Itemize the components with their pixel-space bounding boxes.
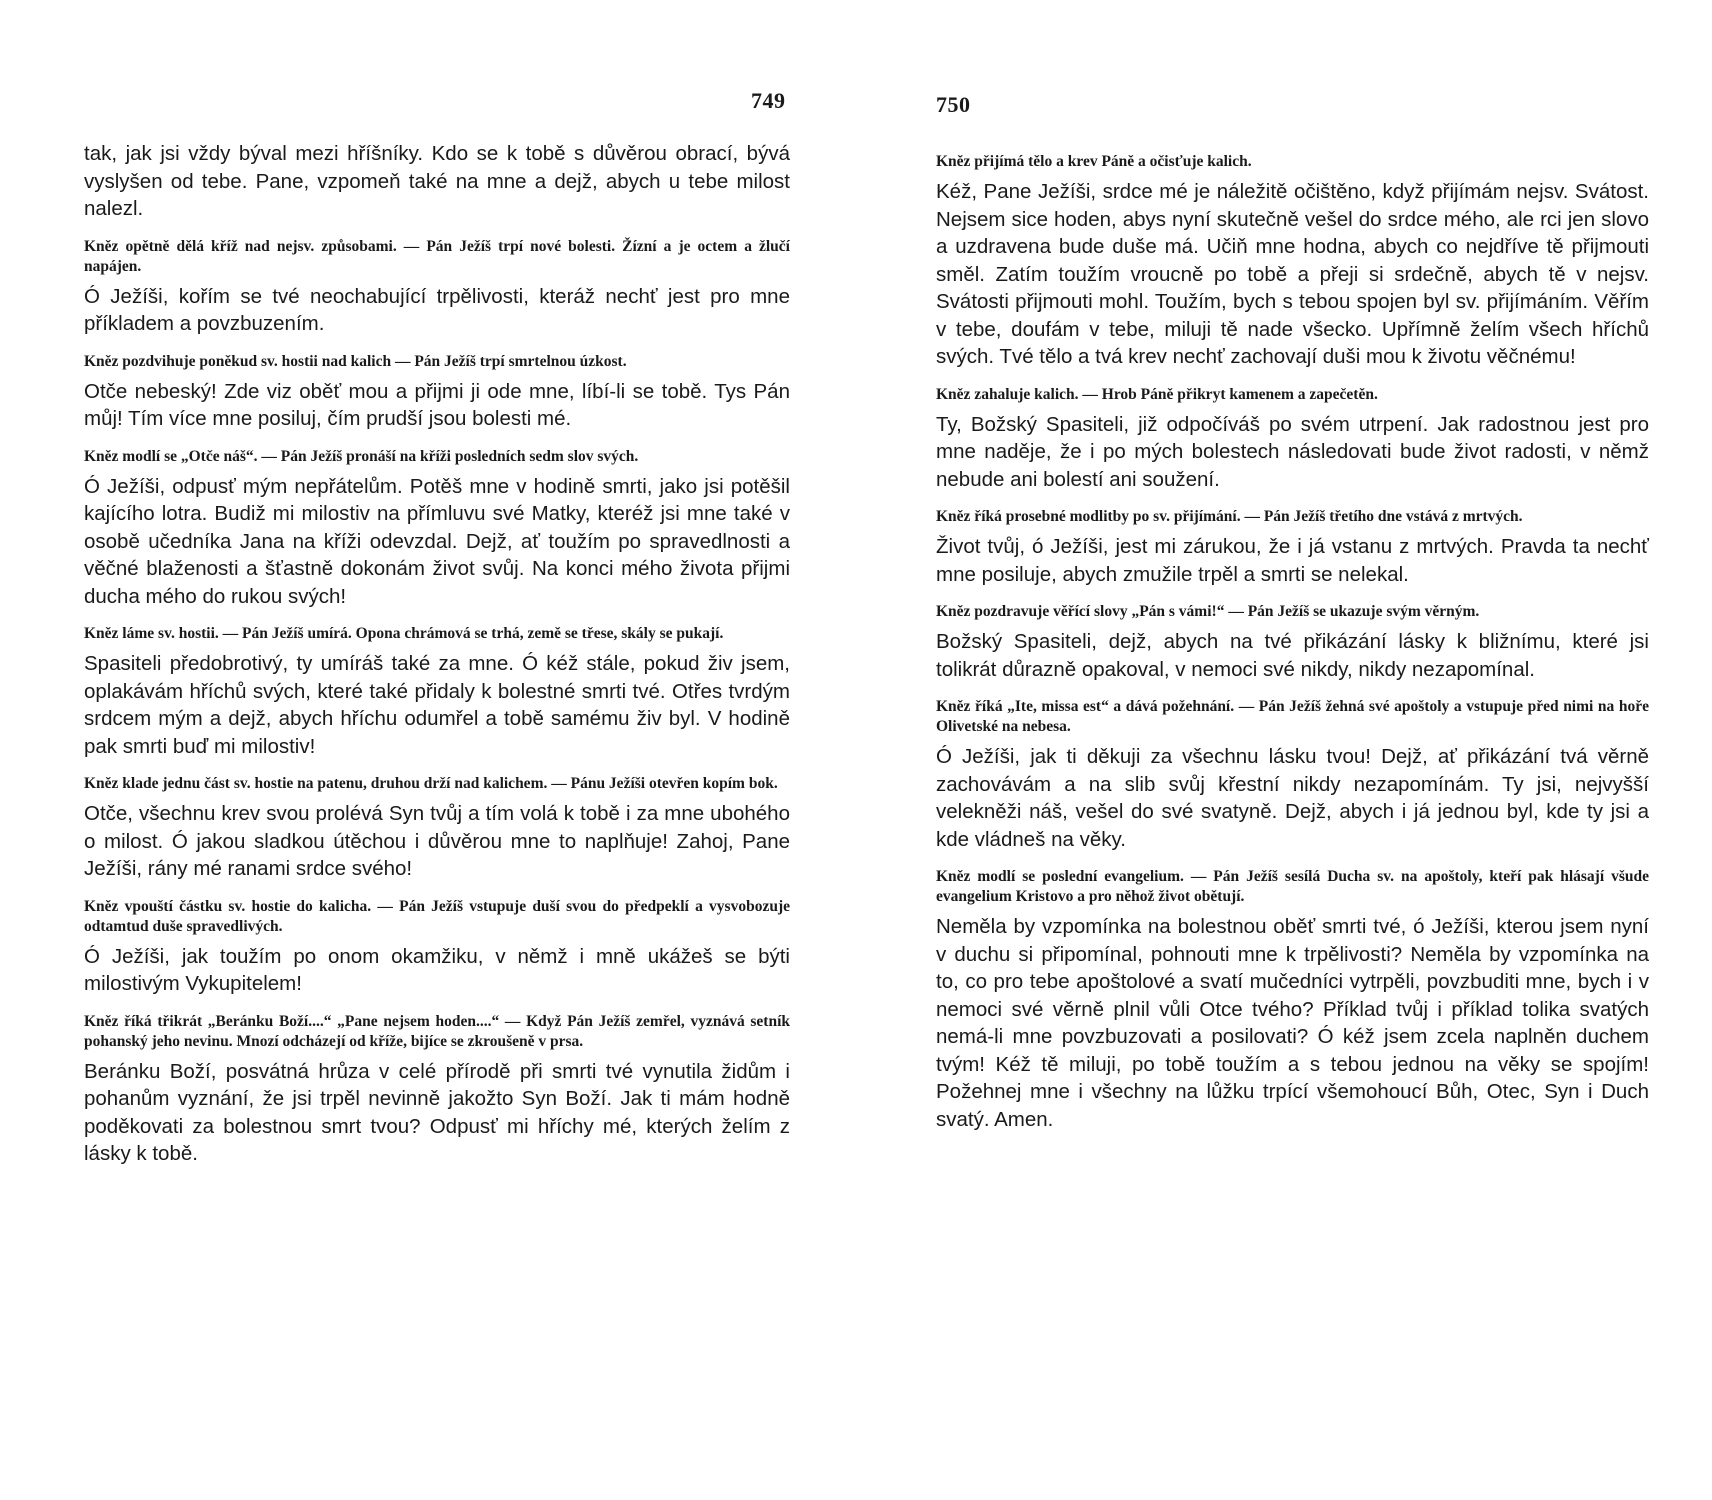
page-content	[936, 152, 1649, 1147]
page-number: 749	[751, 88, 786, 113]
prayer-paragraph: tak, jak jsi vždy býval mezi hříšníky. Kdo se k tobě s důvěrou obrací, bývá vyslyšen od tebe. Pane, vzpomeň také na mne a dejž, abych u tebe milost nalezl.	[84, 142, 790, 220]
prayer-paragraph: Život tvůj, ó Ježíši, jest mi zárukou, že i já vstanu z mrtvých. Pravda ta nechť mne posiluje, abych zmužile trpěl a smrti se nelekal.	[936, 535, 1649, 586]
prayer-paragraph: Otče nebeský! Zde viz oběť mou a přijmi ji ode mne, líbí-li se tobě. Tys Pán můj! Tím více mne posiluj, čím prudší jsou bolesti mé.	[84, 379, 790, 430]
prayer-paragraph: Spasiteli předobrotivý, ty umíráš také za mne. Ó kéž stále, pokud živ jsem, oplakávám hříchů svých, které také přidaly k bolestné smrti tvé. Otřes tvrdým srdcem mým a dejž, abych hříchu odumřel a tobě samému živ byl. V hodině pak smrti buď mi milostiv!	[84, 652, 790, 758]
rubric-note: Kněz pozdravuje věřící slovy „Pán s vámi!“ — Pán Ježíš se ukazuje svým věrným.	[936, 603, 1480, 620]
rubric-note: Kněz modlí se poslední evangelium. — Pán Ježíš sesílá Ducha sv. na apoštoly, kteří pak hlásají všude evangelium Kristovo a pro něhož život obětují.	[936, 868, 1649, 905]
rubric-note: Kněz říká prosebné modlitby po sv. přijímání. — Pán Ježíš třetího dne vstává z mrtvých.	[936, 508, 1523, 525]
prayer-paragraph: Kéž, Pane Ježíši, srdce mé je náležitě očištěno, když přijímám nejsv. Svátost. Nejsem sice hoden, abys nyní skutečně vešel do srdce mého, ale rci jen slovo a uzdravena bude duše má. Učiň mne hodna, abych co nejdříve tě přijmouti směl. Zatím toužím vroucně po tobě a přeji si srdečně, abych tě v nejsv. Svátosti přijmouti mohl. Toužím, bych s tebou spojen byl sv. přijímáním. Věřím v tebe, doufám v tebe, miluji tě nade všecko. Upřímně želím všech hříchů svých. Tvé tělo a tvá krev nechť zachovají duši mou k životu věčnému!	[936, 180, 1649, 368]
rubric-note: Kněz vpouští částku sv. hostie do kalicha. — Pán Ježíš vstupuje duší svou do předpeklí a vysvobozuje odtamtud duše spravedlivých.	[84, 897, 790, 935]
rubric-note: Kněz přijímá tělo a krev Páně a očisťuje kalich.	[936, 153, 1252, 170]
prayer-paragraph: Ó Ježíši, jak ti děkuji za všechnu lásku tvou! Dejž, ať přikázání tvá věrně zachovávám a na slib svůj křestní nikdy nezapomínám. Ty jsi, nejvyšší velekněži náš, vešel do své svatyně. Dejž, abych i já jednou byl, kde ty jsi a kde vládneš na věky.	[936, 745, 1649, 851]
rubric-note: Kněz pozdvihuje poněkud sv. hostii nad kalich — Pán Ježíš trpí smrtelnou úzkost.	[84, 352, 627, 370]
prayer-paragraph: Beránku Boží, posvátná hrůza v celé přírodě při smrti tvé vynutila židům i pohanům vyznání, že jsi trpěl nevinně jakožto Syn Boží. Jak ti mám hodně poděkovati za bolestnou smrt tvou? Odpusť mi hříchy mé, kterých želím z lásky k tobě.	[84, 1059, 790, 1165]
rubric-note: Kněz klade jednu část sv. hostie na patenu, druhou drží nad kalichem. — Pánu Ježíši otevřen kopím bok.	[84, 775, 778, 792]
prayer-paragraph: Neměla by vzpomínka na bolestnou oběť smrti tvé, ó Ježíši, kterou jsem nyní v duchu si připomínal, pohnouti mne k trpělivosti? Neměla by vzpomínka na to, co pro tebe apoštolové a svatí mučedníci vytrpěli, povzbuditi mne, bych i v nemoci své věrně plnil vůli Otce tvého? Příklad tvůj i příklad tolika svatých nemá-li mne povzbuzovati a posilovati? Ó kéž jsem zcela naplněn duchem tvým! Kéž tě miluji, po tobě toužím a s tebou jednou na věky se spojím! Požehnej mne i všechny na lůžku trpící všemohoucí Bůh, Otec, Syn i Duch svatý. Amen.	[936, 915, 1649, 1131]
rubric-note: Kněz říká „Ite, missa est“ a dává požehnání. — Pán Ježíš žehná své apoštoly a vstupuje před nimi na hoře Olivetské na nebesa.	[936, 698, 1649, 735]
page-number: 750	[936, 92, 971, 117]
rubric-note: Kněz zahaluje kalich. — Hrob Páně přikryt kamenem a zapečetěn.	[936, 385, 1378, 403]
prayer-paragraph: Božský Spasiteli, dejž, abych na tvé přikázání lásky k bližnímu, které jsi tolikrát důrazně opakoval, v nemoci své nikdy, nikdy nezapomínal.	[936, 630, 1649, 681]
rubric-note: Kněz modlí se „Otče náš“. — Pán Ježíš pronáší na kříži posledních sedm slov svých.	[84, 447, 639, 465]
prayer-paragraph: Otče, všechnu krev svou prolévá Syn tvůj a tím volá k tobě i za mne ubohého o milost. Ó jakou sladkou útěchou i důvěrou mne to naplňuje! Zahoj, Pane Ježíši, rány mé ranami srdce svého!	[84, 802, 790, 880]
prayer-paragraph: Ty, Božský Spasiteli, již odpočíváš po svém utrpení. Jak radostnou jest pro mne naděje, že i po mých bolestech následovati bude život radosti, v němž nebude ani bolestí ani soužení.	[936, 412, 1649, 491]
rubric-note: Kněz opětně dělá kříž nad nejsv. způsobami. — Pán Ježíš trpí nové bolesti. Žízní a je octem a žlučí napájen.	[84, 237, 790, 275]
rubric-note: Kněz říká třikrát „Beránku Boží....“ „Pane nejsem hoden....“ — Když Pán Ježíš zemřel, vyznává setník pohanský jeho nevinu. Mnozí odcházejí od kříže, bijíce se zkroušeně v prsa.	[84, 1012, 790, 1050]
prayer-paragraph: Ó Ježíši, jak toužím po onom okamžiku, v němž i mně ukážeš se býti milostivým Vykupitelem!	[84, 944, 790, 995]
prayer-paragraph: Ó Ježíši, kořím se tvé neochabující trpělivosti, kteráž nechť jest pro mne příkladem a povzbuzením.	[84, 284, 790, 335]
prayer-paragraph: Ó Ježíši, odpusť mým nepřátelům. Potěš mne v hodině smrti, jako jsi potěšil kajícího lotra. Budiž mi milostiv na přímluvu své Matky, kteréž jsi mne také v osobě učedníka Jana na kříži odevzdal. Dejž, ať toužím po spravedlnosti a věčné blaženosti a šťastně dokonám život svůj. Na konci mého života přijmi ducha mého do rukou svých!	[84, 474, 790, 608]
rubric-note: Kněz láme sv. hostii. — Pán Ježíš umírá. Opona chrámová se trhá, země se třese, skály se pukají.	[84, 625, 724, 642]
page-content	[84, 140, 790, 1182]
